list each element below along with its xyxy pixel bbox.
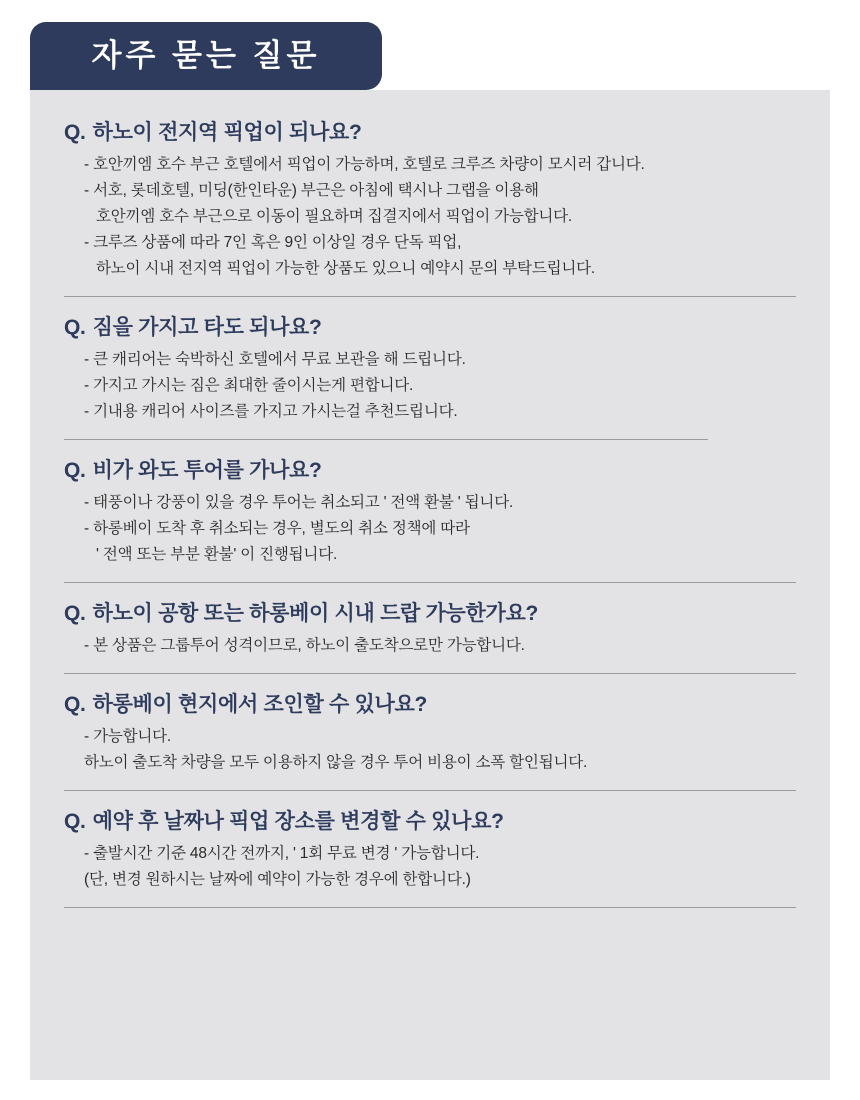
faq-answer-list xyxy=(64,841,796,893)
faq-answer-line: - 태풍이나 강풍이 있을 경우 투어는 취소되고 ' 전액 환불 ' 됩니다. xyxy=(84,494,514,511)
faq-answer-list xyxy=(64,724,796,776)
faq-question xyxy=(64,688,796,718)
faq-item xyxy=(64,688,796,791)
question-text: 비가 와도 투어를 가나요? xyxy=(92,459,322,482)
faq-question xyxy=(64,597,796,627)
faq-answer-line: - 가지고 가시는 짐은 최대한 줄이시는게 편합니다. xyxy=(84,377,414,394)
faq-answer-list xyxy=(64,633,796,659)
question-text: 짐을 가지고 타도 되나요? xyxy=(92,316,322,339)
faq-answer-list xyxy=(64,152,796,282)
faq-answer-line: ' 전액 또는 부분 환불' 이 진행됩니다. xyxy=(96,546,338,563)
faq-answer-line: - 크루즈 상품에 따라 7인 혹은 9인 이상일 경우 단독 픽업, xyxy=(84,234,462,251)
section-divider xyxy=(64,790,796,791)
question-text: 하노이 전지역 픽업이 되나요? xyxy=(92,121,362,144)
faq-answer-line: - 기내용 캐리어 사이즈를 가지고 가시는걸 추천드립니다. xyxy=(84,403,458,420)
question-prefix: Q. xyxy=(64,121,86,144)
question-prefix: Q. xyxy=(64,459,86,482)
faq-item xyxy=(64,805,796,908)
faq-answer-line: 하노이 시내 전지역 픽업이 가능한 상품도 있으니 예약시 문의 부탁드립니다. xyxy=(96,260,596,277)
faq-item xyxy=(64,311,796,440)
faq-answer-list xyxy=(64,347,796,425)
question-prefix: Q. xyxy=(64,810,86,833)
faq-answer-line: 하노이 출도착 차량을 모두 이용하지 않을 경우 투어 비용이 소폭 할인됩니다. xyxy=(84,754,588,771)
faq-answer-line: 호안끼엠 호수 부근으로 이동이 필요하며 집결지에서 픽업이 가능합니다. xyxy=(96,208,573,225)
faq-question xyxy=(64,805,796,835)
faq-answer-line: - 하롱베이 도착 후 취소되는 경우, 별도의 취소 정책에 따라 xyxy=(84,520,470,537)
faq-answer-list xyxy=(64,490,796,568)
header-banner xyxy=(30,22,830,90)
question-text: 하노이 공항 또는 하롱베이 시내 드랍 가능한가요? xyxy=(92,602,539,625)
faq-answer-line: - 호안끼엠 호수 부근 호텔에서 픽업이 가능하며, 호텔로 크루즈 차량이 모시러 갑니다. xyxy=(84,156,645,173)
faq-item xyxy=(64,597,796,674)
faq-question xyxy=(64,311,796,341)
question-text: 예약 후 날짜나 픽업 장소를 변경할 수 있나요? xyxy=(92,810,504,833)
faq-item xyxy=(64,116,796,297)
faq-answer-line: - 출발시간 기준 48시간 전까지, ' 1회 무료 변경 ' 가능합니다. xyxy=(84,845,480,862)
faq-item xyxy=(64,454,796,583)
page-title: 자주 묻는 질문 xyxy=(91,38,321,73)
faq-answer-line: (단, 변경 원하시는 날짜에 예약이 가능한 경우에 한합니다.) xyxy=(84,871,471,888)
faq-answer-line: - 큰 캐리어는 숙박하신 호텔에서 무료 보관을 해 드립니다. xyxy=(84,351,466,368)
faq-answer-line: - 서호, 롯데호텔, 미딩(한인타운) 부근은 아침에 택시나 그랩을 이용해 xyxy=(84,182,539,199)
faq-answer-line: - 가능합니다. xyxy=(84,728,172,745)
faq-question xyxy=(64,116,796,146)
section-divider xyxy=(64,296,796,297)
section-divider xyxy=(64,907,796,908)
section-divider xyxy=(64,582,796,583)
question-prefix: Q. xyxy=(64,693,86,716)
question-prefix: Q. xyxy=(64,602,86,625)
section-divider xyxy=(64,673,796,674)
faq-answer-line: - 본 상품은 그룹투어 성격이므로, 하노이 출도착으로만 가능합니다. xyxy=(84,637,525,654)
question-text: 하롱베이 현지에서 조인할 수 있나요? xyxy=(92,693,428,716)
faq-list xyxy=(64,116,796,908)
faq-question xyxy=(64,454,796,484)
question-prefix: Q. xyxy=(64,316,86,339)
section-divider xyxy=(64,439,708,440)
faq-card xyxy=(30,90,830,1080)
